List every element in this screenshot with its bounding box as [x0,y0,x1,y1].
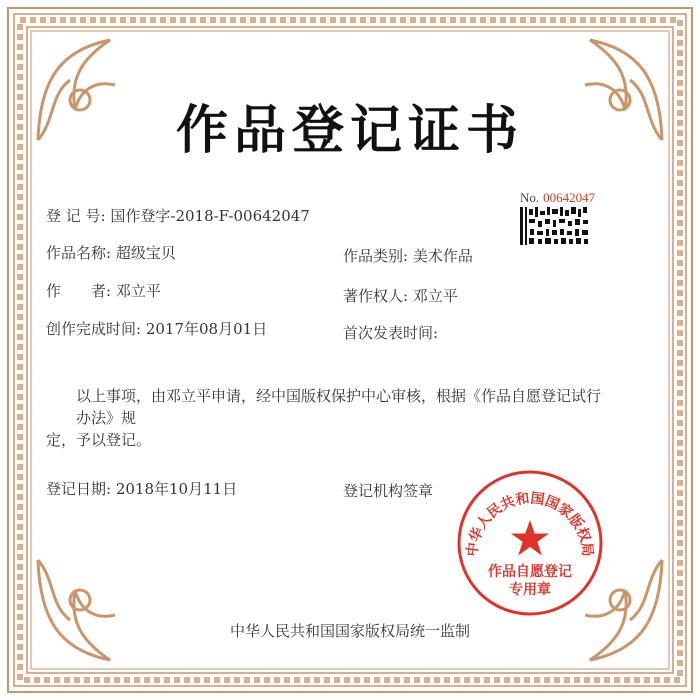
field-value: 2018年10月11日 [115,480,238,498]
seal-line-2: 专用章 [509,582,551,598]
seal-label: 登记机构签章 [343,482,434,500]
serial-number [520,190,595,206]
field-registration-date [46,478,237,499]
field-copyright-owner [343,285,458,306]
field-label: 作品名称: [46,244,112,262]
field-value: 超级宝贝 [115,244,176,262]
seal-star-icon [511,520,549,556]
field-label: 创作完成时间: [46,320,142,338]
field-value: 国作登字-2018-F-00642047 [110,207,310,225]
field-label: 作品类别: [343,247,409,265]
serial-value: 00642047 [543,190,596,205]
serial-prefix: No. [520,190,540,205]
field-registration-number [46,205,310,226]
seal-line-1: 作品自愿登记 [488,564,572,580]
field-label: 登 记 号: [46,207,106,225]
field-work-type [343,245,473,266]
certificate-title: 作品登记证书 [175,101,524,161]
footer-issuer: 中华人民共和国国家版权局统一监制 [229,622,470,640]
field-author [46,280,161,301]
field-completion-date [46,318,267,339]
corner-ornament-bottom-left [38,560,115,660]
statement-paragraph [46,385,606,451]
seal-arc-text: 中华人民共和国国家版权局 [464,490,596,558]
field-label: 首次发表时间: [343,324,439,342]
field-value: 邓立平 [115,282,161,300]
field-first-publish-date [343,322,438,343]
field-work-name [46,242,176,263]
field-value: 邓立平 [412,287,458,305]
official-seal-icon [455,468,605,618]
statement-line-1: 以上事项，由邓立平申请，经中国版权保护中心审核，根据《作品自愿登记试行办法》规 [76,387,602,427]
qr-code-icon [520,207,590,245]
field-label: 登记日期: [46,480,112,498]
field-label: 著作权人: [343,287,409,305]
field-value: 美术作品 [412,247,473,265]
field-label: 作 者: [46,282,112,300]
field-value: 2017年08月01日 [145,320,268,338]
statement-line-2: 定，予以登记。 [46,431,152,449]
